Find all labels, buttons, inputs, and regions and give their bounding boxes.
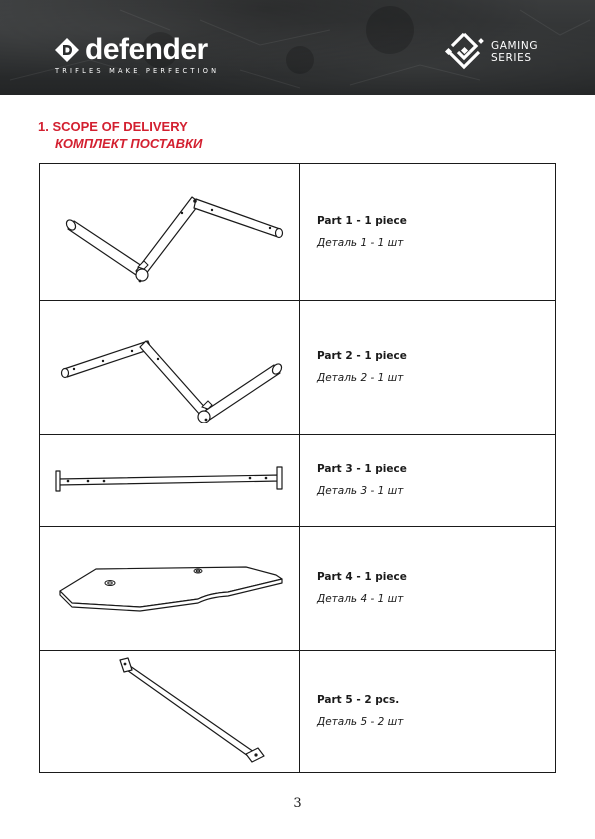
page-header (0, 0, 595, 95)
table-row (40, 164, 556, 301)
gaming-series-line2: SERIES (491, 52, 532, 64)
part-illustration-cell (40, 164, 300, 301)
table-row (40, 527, 556, 651)
table-row (40, 651, 556, 773)
leg-frame-z-shape-icon (50, 177, 290, 287)
brand-wordmark: defender (85, 33, 208, 66)
part-label: Part 5 - 2 pcs. (317, 694, 400, 706)
part-label: Part 3 - 1 piece (317, 463, 407, 475)
part-text-cell (300, 651, 556, 773)
part-text-cell (300, 435, 556, 527)
parts-table (39, 163, 556, 773)
brand-tagline: TRIFLES MAKE PERFECTION (55, 67, 220, 75)
gaming-series-label (491, 40, 538, 64)
part-text-cell (300, 527, 556, 651)
leg-frame-z-shape-mirrored-icon (50, 313, 290, 423)
part-label: Part 1 - 1 piece (317, 214, 407, 227)
part-label-ru: Деталь 4 - 1 шт (317, 593, 404, 605)
page-number: 3 (293, 796, 302, 811)
part-label-ru: Деталь 5 - 2 шт (317, 716, 404, 728)
table-row (40, 435, 556, 527)
part-illustration-cell (40, 651, 300, 773)
gaming-series-line1: GAMING (491, 40, 539, 52)
tabletop-icon (50, 559, 290, 619)
part-label-ru: Деталь 3 - 1 шт (317, 485, 404, 497)
part-illustration-cell (40, 527, 300, 651)
gaming-series-logo-icon (443, 31, 485, 73)
section-title: 1. SCOPE OF DELIVERY (38, 119, 188, 134)
part-text-cell (300, 301, 556, 435)
part-label-ru: Деталь 2 - 1 шт (317, 372, 404, 384)
brace-rod-icon (50, 656, 290, 768)
part-label-ru: Деталь 1 - 1 шт (317, 236, 404, 249)
crossbar-icon (50, 461, 290, 501)
part-illustration-cell (40, 435, 300, 527)
part-label: Part 2 - 1 piece (317, 350, 407, 362)
section-subtitle: КОМПЛЕКТ ПОСТАВКИ (55, 136, 203, 151)
table-row (40, 301, 556, 435)
part-label: Part 4 - 1 piece (317, 571, 407, 583)
part-illustration-cell (40, 301, 300, 435)
part-text-cell (300, 164, 556, 301)
defender-logo-icon (54, 37, 80, 63)
